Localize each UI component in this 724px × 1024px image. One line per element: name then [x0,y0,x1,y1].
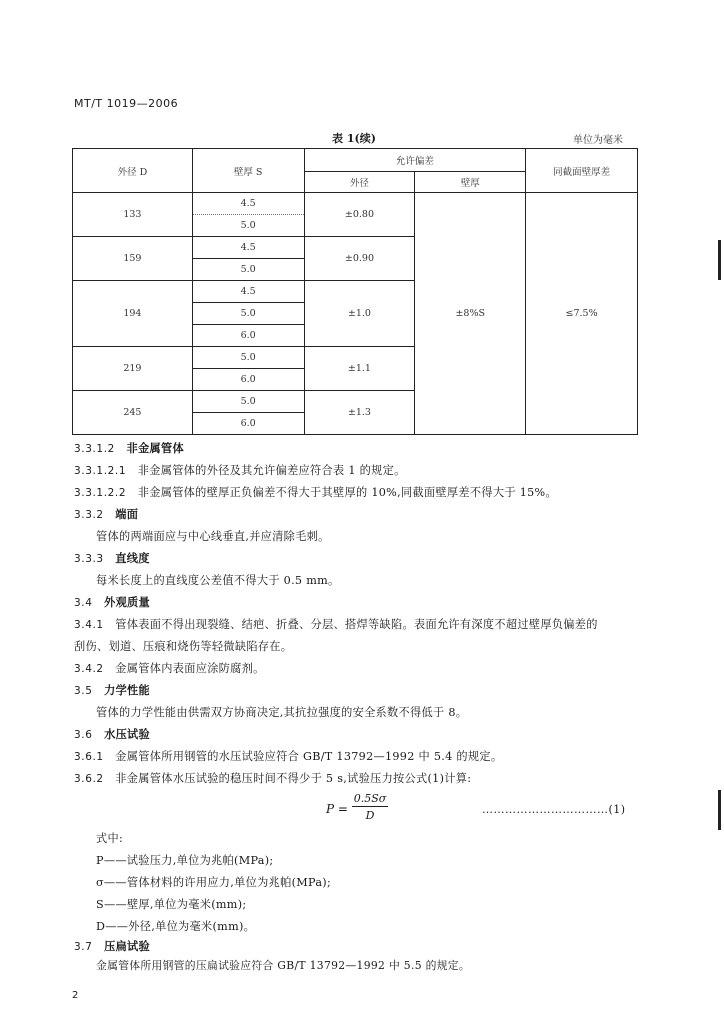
cell-wall: 4.5 [192,237,304,259]
cell-outer-tol: ±1.0 [304,281,415,347]
section-title: 直线度 [115,551,150,565]
section-3-3-2 [74,506,138,522]
cell-outer-tol: ±0.80 [304,193,415,237]
cell-wall: 4.5 [192,281,304,303]
header-same-section-diff: 同截面壁厚差 [526,149,638,193]
section-text: 非金属管体的壁厚正负偏差不得大于其壁厚的 10%,同截面壁厚差不得大于 15%。 [137,486,557,499]
cell-wall: 5.0 [192,303,304,325]
section-number: 3.3.1.2.2 [74,487,127,499]
section-title: 外观质量 [104,595,151,609]
section-number: 3.6.1 [74,751,104,763]
section-text: 管体表面不得出现裂缝、结疤、折叠、分层、搭焊等缺陷。表面允许有深度不超过壁厚负偏差的 [115,618,598,631]
section-number: 3.3.1.2.1 [74,465,127,477]
section-3-7 [74,938,150,954]
cell-wall: 6.0 [192,413,304,435]
section-number: 3.4.2 [74,663,104,675]
section-number: 3.4 [74,597,93,609]
cell-outer-d: 159 [73,237,193,281]
section-title: 水压试验 [104,727,151,741]
scan-artifact [718,790,721,830]
table-title: 表 1(续) [332,132,376,145]
header-tol-outer: 外径 [304,172,415,193]
cell-outer-tol: ±1.1 [304,347,415,391]
section-number: 3.5 [74,685,93,697]
section-text: 金属管体内表面应涂防腐剂。 [115,662,265,675]
header-tolerance: 允许偏差 [304,149,526,172]
section-3-3-1-2-1 [74,462,406,478]
definition-sigma: σ——管体材料的许用应力,单位为兆帕(MPa); [96,876,332,889]
table-unit-note: 单位为毫米 [573,135,623,146]
definition-p: P——试验压力,单位为兆帕(MPa); [96,854,274,867]
cell-outer-tol: ±0.90 [304,237,415,281]
section-3-6-2 [74,770,471,786]
section-3-5 [74,682,150,698]
table-row [73,193,638,215]
section-number: 3.3.2 [74,509,104,521]
cell-section-diff: ≤7.5% [526,193,638,435]
section-3-3-2-text: 管体的两端面应与中心线垂直,并应清除毛刺。 [96,530,330,543]
section-title: 端面 [115,507,139,521]
cell-wall: 5.0 [192,259,304,281]
section-3-4-2 [74,660,265,676]
section-number: 3.3.1.2 [74,443,115,455]
section-3-4-1-cont: 刮伤、划道、压痕和烧伤等轻微缺陷存在。 [74,640,293,653]
header-outer-diameter: 外径 D [73,149,193,193]
formula-lhs: P = [326,802,348,816]
page-number: 2 [72,990,79,1001]
section-3-5-text: 管体的力学性能由供需双方协商决定,其抗拉强度的安全系数不得低于 8。 [96,706,468,719]
formula-numerator: 0.5Sσ [353,792,387,805]
cell-outer-d: 194 [73,281,193,347]
section-3-4 [74,594,150,610]
section-3-3-1-2 [74,440,184,456]
cell-wall-tol: ±8%S [415,193,526,435]
section-text: 金属管体所用钢管的水压试验应符合 GB/T 13792—1992 中 5.4 的规定。 [115,750,503,763]
header-tol-wall: 壁厚 [415,172,526,193]
section-number: 3.7 [74,941,93,953]
section-text: 非金属管体的外径及其允许偏差应符合表 1 的规定。 [137,464,406,477]
standard-code: MT/T 1019—2006 [74,97,179,110]
definition-d: D——外径,单位为毫米(mm)。 [96,920,256,933]
cell-wall: 6.0 [192,369,304,391]
cell-outer-d: 245 [73,391,193,435]
formula-denominator: D [365,809,375,822]
formula-fraction [352,792,388,822]
section-3-3-3-text: 每米长度上的直线度公差值不得大于 0.5 mm。 [96,574,340,587]
cell-wall: 6.0 [192,325,304,347]
section-3-6 [74,726,150,742]
cell-wall: 5.0 [192,215,304,237]
section-3-4-1 [74,616,598,632]
cell-wall: 5.0 [192,391,304,413]
scan-artifact [718,240,721,280]
formula-reference: ……………………………(1) [482,803,626,816]
cell-outer-tol: ±1.3 [304,391,415,435]
section-number: 3.4.1 [74,619,104,631]
section-3-3-3 [74,550,150,566]
section-number: 3.6 [74,729,93,741]
definition-s: S——壁厚,单位为毫米(mm); [96,898,247,911]
tolerance-table [72,148,638,435]
section-number: 3.3.3 [74,553,104,565]
section-title: 非金属管体 [126,441,184,455]
section-title: 压扁试验 [104,939,151,953]
section-3-6-1 [74,748,502,764]
where-label: 式中: [96,832,124,845]
cell-outer-d: 133 [73,193,193,237]
section-text: 非金属管体水压试验的稳压时间不得少于 5 s,试验压力按公式(1)计算: [115,772,472,785]
section-3-3-1-2-2 [74,484,557,500]
section-number: 3.6.2 [74,773,104,785]
section-title: 力学性能 [104,683,151,697]
cell-wall: 5.0 [192,347,304,369]
header-wall-thickness: 壁厚 S [192,149,304,193]
cell-outer-d: 219 [73,347,193,391]
section-3-7-text: 金属管体所用钢管的压扁试验应符合 GB/T 13792—1992 中 5.5 的规定。 [96,959,470,972]
cell-wall: 4.5 [192,193,304,215]
